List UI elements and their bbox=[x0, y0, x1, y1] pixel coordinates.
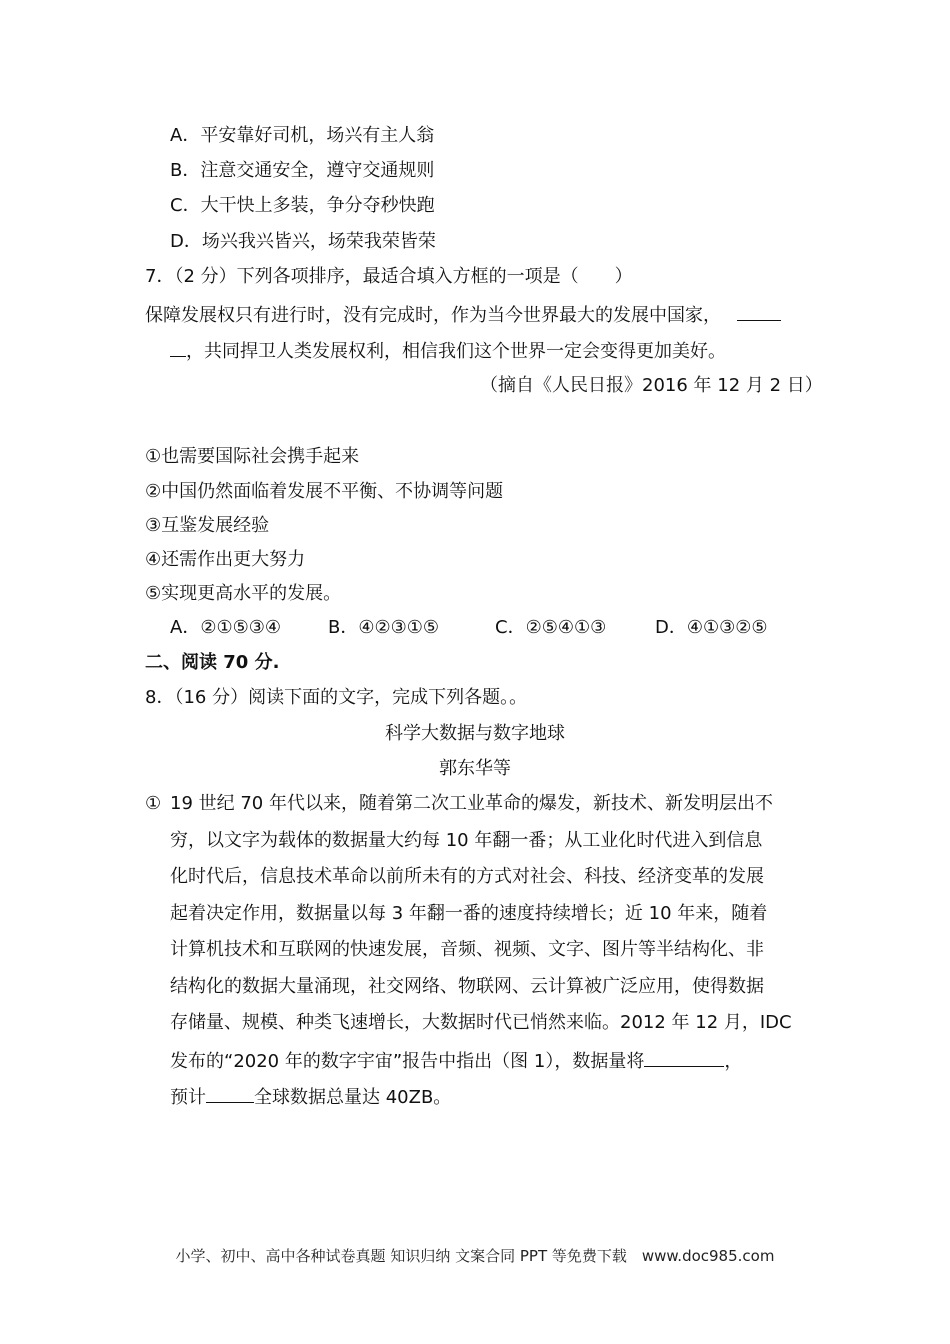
q7-choice-b: B．④②③①⑤ bbox=[328, 617, 440, 638]
q7-choice-a: A．②①⑤③④ bbox=[170, 617, 281, 638]
q6-option-b: B．注意交通安全，遵守交通规则 bbox=[170, 160, 435, 181]
q7-item-3: ③互鉴发展经验 bbox=[145, 515, 270, 536]
para1-line-9-end: 全球数据总量达 40ZB。 bbox=[254, 1087, 452, 1108]
para1-line-3: 化时代后，信息技术革命以前所未有的方式对社会、科技、经济变革的发展 bbox=[170, 866, 764, 887]
section-2-title: 二、阅读 70 分. bbox=[145, 652, 280, 673]
para1-line-9-start: 预计 bbox=[170, 1087, 206, 1108]
para1-line-4: 起着决定作用，数据量以每 3 年翻一番的速度持续增长；近 10 年来，随着 bbox=[170, 903, 768, 924]
para1-line-7: 存储量、规模、种类飞速增长，大数据时代已悄然来临。2012 年 12 月，IDC bbox=[170, 1012, 792, 1033]
q7-passage-line-2 bbox=[170, 338, 726, 364]
q6-option-d: D．场兴我兴皆兴，场荣我荣皆荣 bbox=[170, 231, 436, 252]
q7-answer-blank-cont bbox=[170, 338, 186, 357]
para1-line-1: 19 世纪 70 年代以来，随着第二次工业革命的爆发，新技术、新发明层出不 bbox=[170, 793, 773, 814]
q7-answer-blank bbox=[737, 302, 781, 321]
page-footer: 小学、初中、高中各种试卷真题 知识归纳 文案合同 PPT 等免费下载 www.doc985.com bbox=[175, 1247, 775, 1265]
q7-source: （摘自《人民日报》2016 年 12 月 2 日） bbox=[480, 375, 823, 396]
q7-choice-c: C．②⑤④①③ bbox=[495, 617, 607, 638]
q7-item-2: ②中国仍然面临着发展不平衡、不协调等问题 bbox=[145, 481, 504, 502]
para1-line-9 bbox=[170, 1084, 451, 1110]
article-title: 科学大数据与数字地球 bbox=[385, 723, 565, 744]
q7-item-4: ④还需作出更大努力 bbox=[145, 549, 306, 570]
q6-option-a: A．平安靠好司机，场兴有主人翁 bbox=[170, 125, 435, 146]
para1-line-8-end: ， bbox=[724, 1051, 743, 1072]
para1-line-2: 穷，以文字为载体的数据量大约每 10 年翻一番；从工业化时代进入到信息 bbox=[170, 830, 763, 851]
q7-stem: 7．（2 分）下列各项排序，最适合填入方框的一项是（ ） bbox=[145, 266, 633, 287]
q8-stem: 8．（16 分）阅读下面的文字，完成下列各题。。 bbox=[145, 687, 528, 708]
para1-line-8-text: 发布的“2020 年的数字宇宙”报告中指出（图 1），数据量将 bbox=[170, 1051, 645, 1072]
q7-passage-line-1 bbox=[145, 302, 781, 328]
fill-blank-2 bbox=[206, 1084, 254, 1103]
fill-blank-1 bbox=[644, 1048, 724, 1067]
para1-line-5: 计算机技术和互联网的快速发展，音频、视频、文字、图片等半结构化、非 bbox=[170, 939, 764, 960]
q7-item-1: ①也需要国际社会携手起来 bbox=[145, 446, 360, 467]
q7-item-5: ⑤实现更高水平的发展。 bbox=[145, 583, 342, 604]
para1-line-6: 结构化的数据大量涌现，社交网络、物联网、云计算被广泛应用，使得数据 bbox=[170, 976, 764, 997]
article-author: 郭东华等 bbox=[439, 758, 511, 779]
q7-choice-d: D．④①③②⑤ bbox=[655, 617, 768, 638]
paragraph-marker: ① bbox=[145, 793, 162, 814]
q7-passage-text-1: 保障发展权只有进行时，没有完成时，作为当今世界最大的发展中国家， bbox=[145, 305, 721, 326]
q7-passage-text-2: ，共同捍卫人类发展权利，相信我们这个世界一定会变得更加美好。 bbox=[186, 341, 726, 362]
para1-line-8 bbox=[170, 1048, 742, 1074]
q6-option-c: C．大干快上多装，争分夺秒快跑 bbox=[170, 195, 435, 216]
